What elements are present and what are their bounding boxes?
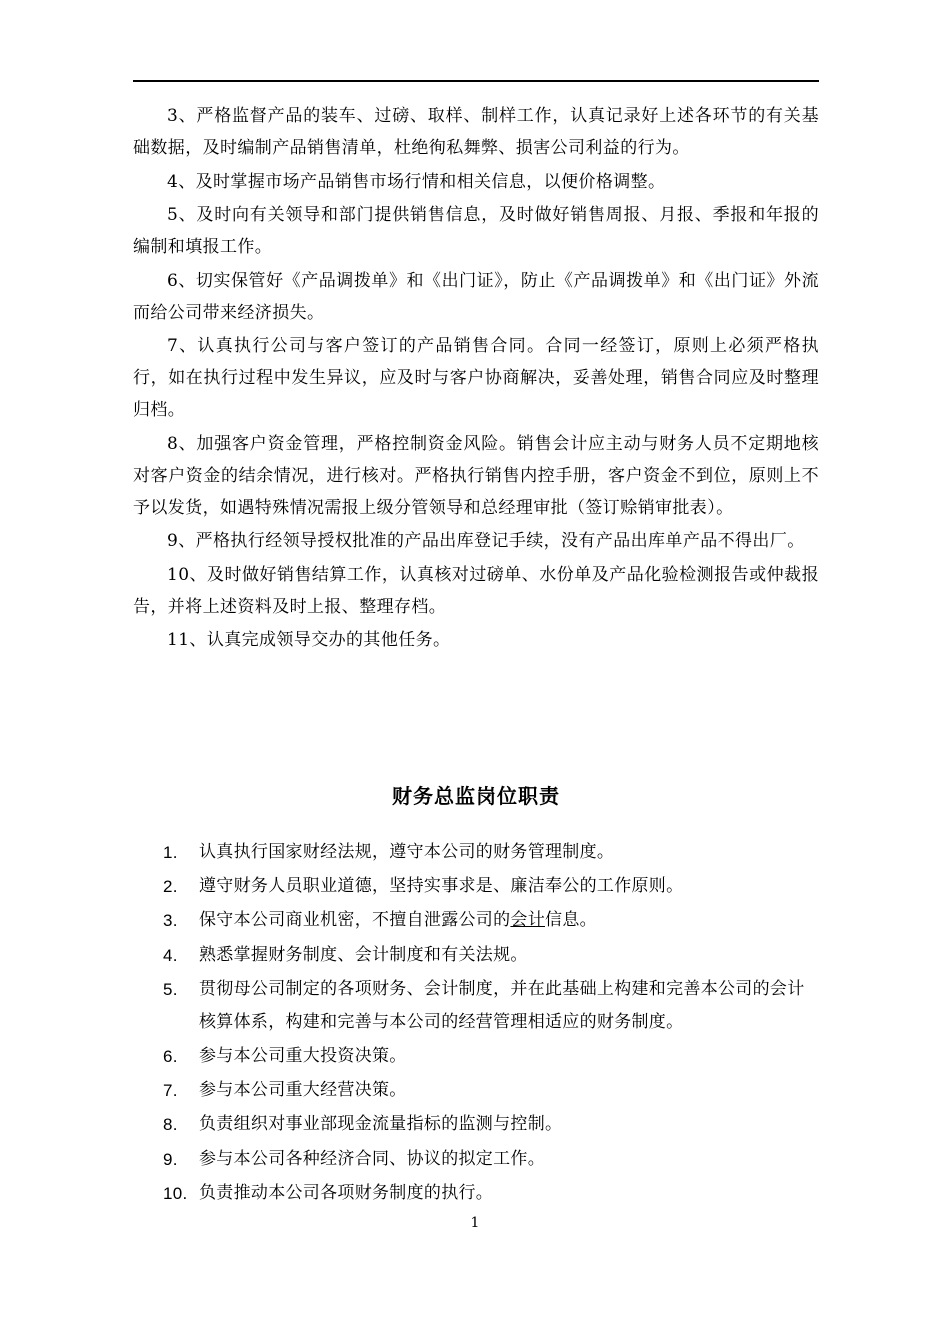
section-title: 财务总监岗位职责: [392, 784, 560, 808]
list-number: 2.: [163, 877, 178, 897]
paragraph-item-11: 11、认真完成领导交办的其他任务。: [167, 630, 451, 650]
list-item: [133, 904, 819, 937]
paragraph-item-7: 7、认真执行公司与客户签订的产品销售合同。合同一经签订，原则上必须严格执行，如在执行过程中发生异议，应及时与客户协商解决，妥善处理，销售合同应及时整理归档。: [133, 336, 819, 420]
list-text: 负责组织对事业部现金流量指标的监测与控制。: [199, 1114, 563, 1135]
paragraph-item-9: 9、严格执行经领导授权批准的产品出库登记手续，没有产品出库单产品不得出厂。: [167, 531, 805, 551]
list-item: [133, 1177, 819, 1210]
list-item: [133, 973, 819, 1039]
paragraph-item-8: 8、加强客户资金管理，严格控制资金风险。销售会计应主动与财务人员不定期地核对客户资金的结余情况，进行核对。严格执行销售内控手册，客户资金不到位，原则上不予以发货，如遇特殊情况需报上级分管领导和总经理审批（签订赊销审批表）。: [133, 433, 819, 518]
list-item: [133, 1074, 819, 1107]
list-text: 参与本公司重大投资决策。: [199, 1045, 407, 1066]
list-text: 遵守财务人员职业道德，坚持实事求是、廉洁奉公的工作原则。: [199, 876, 684, 897]
list-item: [133, 939, 819, 972]
underlined-term-link[interactable]: 会计: [510, 910, 546, 931]
list-item: [133, 1040, 819, 1073]
list-item: [133, 870, 819, 903]
list-item: [133, 1143, 819, 1176]
paragraph-item-5: 5、及时向有关领导和部门提供销售信息，及时做好销售周报、月报、季报和年报的编制和填报工作。: [133, 205, 819, 257]
list-number: 1.: [163, 843, 178, 862]
list-item: [133, 836, 819, 869]
paragraph-item-10: 10、及时做好销售结算工作，认真核对过磅单、水份单及产品化验检测报告或仲裁报告，并将上述资料及时上报、整理存档。: [133, 564, 819, 617]
list-number: 5.: [163, 979, 178, 999]
list-text: 参与本公司各种经济合同、协议的拟定工作。: [199, 1148, 545, 1169]
list-text: 参与本公司重大经营决策。: [199, 1080, 407, 1101]
list-number: 8.: [163, 1115, 178, 1135]
list-text: 认真执行国家财经法规，遵守本公司的财务管理制度。: [199, 842, 615, 862]
list-text: 负责推动本公司各项财务制度的执行。: [199, 1182, 494, 1203]
list-number: 7.: [163, 1081, 178, 1101]
list-number: 6.: [163, 1046, 178, 1066]
list-text: 信息。: [545, 910, 597, 931]
list-item: [133, 1108, 819, 1141]
header-rule: [133, 80, 819, 82]
paragraph-item-3: 3、严格监督产品的装车、过磅、取样、制样工作，认真记录好上述各环节的有关基础数据，及时编制产品销售清单，杜绝徇私舞弊、损害公司利益的行为。: [133, 106, 819, 158]
list-number: 10.: [163, 1183, 188, 1203]
list-number: 3.: [163, 911, 178, 931]
list-text: 熟悉掌握财务制度、会计制度和有关法规。: [199, 944, 528, 965]
list-number: 9.: [163, 1149, 178, 1169]
list-text: 贯彻母公司制定的各项财务、会计制度，并在此基础上构建和完善本公司的会计核算体系，构建和完善与本公司的经营管理相适应的财务制度。: [199, 978, 805, 1032]
duties-list: [133, 836, 819, 1211]
list-number: 4.: [163, 945, 178, 965]
paragraph-item-6: 6、切实保管好《产品调拨单》和《出门证》，防止《产品调拨单》和《出门证》外流而给公司带来经济损失。: [133, 270, 819, 323]
document-body: [133, 100, 819, 658]
paragraph-item-4: 4、及时掌握市场产品销售市场行情和相关信息，以便价格调整。: [167, 171, 666, 192]
page-number: 1: [470, 1215, 480, 1231]
list-text: 保守本公司商业机密，不擅自泄露公司的: [199, 910, 511, 931]
